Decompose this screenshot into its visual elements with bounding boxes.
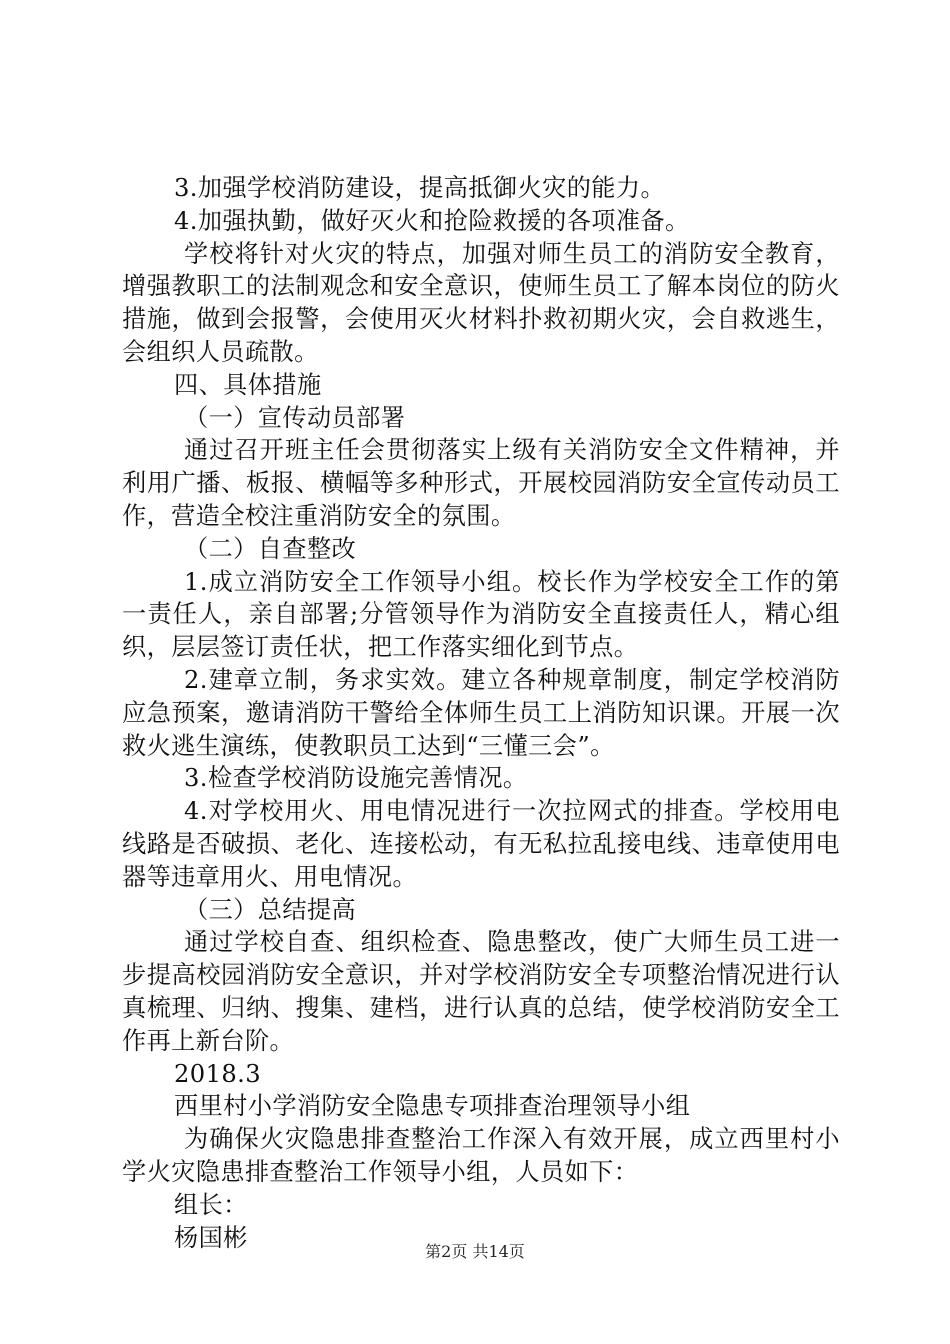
paragraph: 为确保火灾隐患排查整治工作深入有效开展，成立西里村小学火灾隐患排查整治工作领导小组，人员如下： bbox=[122, 1125, 840, 1186]
subsection-heading: （一）宣传动员部署 bbox=[184, 403, 406, 432]
page-footer bbox=[0, 1242, 950, 1262]
paragraph: 通过召开班主任会贯彻落实上级有关消防安全文件精神，并利用广播、板报、横幅等多种形式，开展校园消防安全宣传动员工作，营造全校注重消防安全的氛围。 bbox=[122, 436, 840, 530]
paragraph: 3.加强学校消防建设，提高抵御火灾的能力。 bbox=[174, 174, 666, 202]
paragraph: 1.成立消防安全工作领导小组。校长作为学校安全工作的第一责任人，亲自部署;分管领导作为消防安全直接责任人，精心组织，层层签订责任状，把工作落实细化到节点。 bbox=[122, 567, 840, 662]
date-line: 2018.3 bbox=[174, 1059, 262, 1088]
person-name: 杨国彬 bbox=[174, 1223, 248, 1252]
paragraph: 3.检查学校消防设施完善情况。 bbox=[184, 764, 528, 793]
paragraph: 通过学校自查、组织检查、隐患整改，使广大师生员工进一步提高校园消防安全意识，并对学校消防安全专项整治情况进行认真梳理、归纳、搜集、建档，进行认真的总结，使学校消防安全工作再上新台阶。 bbox=[122, 928, 840, 1055]
paragraph: 4.对学校用火、用电情况进行一次拉网式的排查。学校用电线路是否破损、老化、连接松动，有无私拉乱接电线、违章使用电器等违章用火、用电情况。 bbox=[122, 797, 840, 891]
document-body bbox=[122, 172, 840, 1254]
paragraph: 2.建章立制，务求实效。建立各种规章制度，制定学校消防应急预案，邀请消防干警给全体师生员工上消防知识课。开展一次救火逃生演练，使教职员工达到“三懂三会”。 bbox=[122, 665, 840, 760]
paragraph: 4.加强执勤，做好灭火和抢险救援的各项准备。 bbox=[174, 206, 690, 235]
section-heading: 四、具体措施 bbox=[174, 370, 322, 399]
paragraph: 学校将针对火灾的特点，加强对师生员工的消防安全教育，增强教职工的法制观念和安全意识，使师生员工了解本岗位的防火措施，做到会报警，会使用灭火材料扑救初期火灾，会自救逃生，会组织人员疏散。 bbox=[122, 239, 840, 366]
subsection-heading: （三）总结提高 bbox=[184, 895, 357, 924]
group-title: 西里村小学消防安全隐患专项排查治理领导小组 bbox=[174, 1092, 691, 1121]
role-label: 组长： bbox=[174, 1190, 248, 1219]
subsection-heading: （二）自查整改 bbox=[184, 534, 357, 563]
page-number-label: 第2页 共14页 bbox=[425, 1242, 525, 1261]
